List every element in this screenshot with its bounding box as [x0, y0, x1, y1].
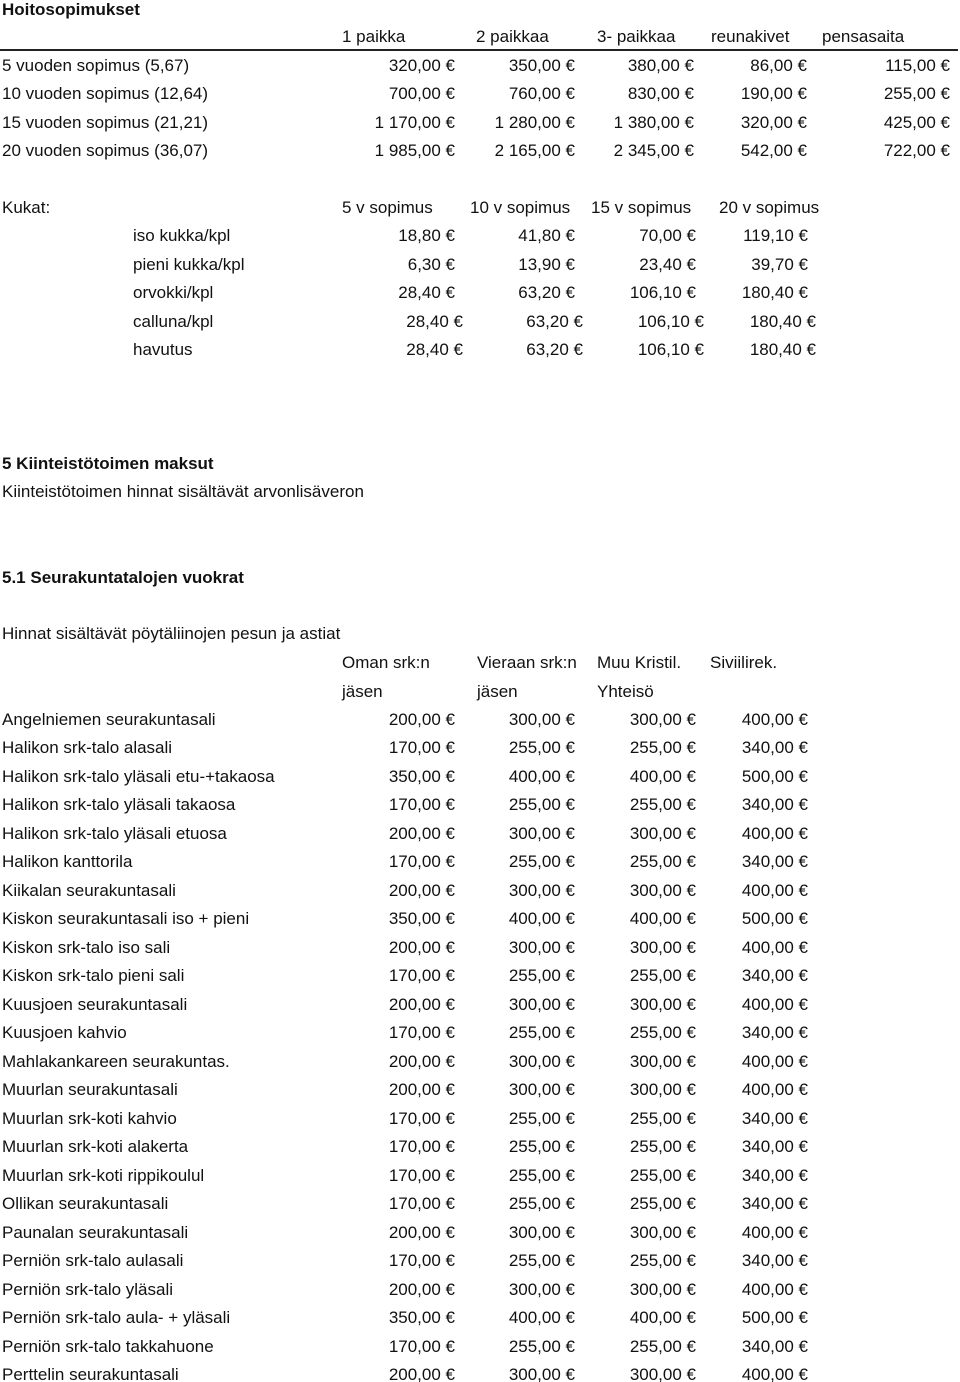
vuokra-cell: 170,00 €: [388, 1137, 455, 1156]
hoito-row: [0, 137, 960, 165]
hoito-cell: 1 170,00 €: [374, 113, 455, 132]
hoito-cell: 1 380,00 €: [613, 113, 694, 132]
hoito-row-label: 5 vuoden sopimus (5,67): [2, 56, 190, 75]
vuokra-row: [0, 1076, 960, 1104]
vuokrat-subheader: jäsen: [477, 682, 518, 701]
hoito-header: 1 paikka: [342, 27, 406, 46]
vuokra-cell: 170,00 €: [388, 795, 455, 814]
vuokra-row-label: Halikon srk-talo yläsali etu-+takaosa: [2, 767, 275, 786]
vuokra-cell: 340,00 €: [741, 738, 808, 757]
vuokra-cell: 350,00 €: [388, 767, 455, 786]
kukat-cell: 63,20 €: [518, 283, 575, 302]
kukat-cell: 180,40 €: [749, 312, 816, 331]
vuokra-row-label: Halikon srk-talo yläsali takaosa: [2, 795, 236, 814]
vuokrat-subheader: Yhteisö: [597, 682, 654, 701]
vuokrat-heading-row: [0, 564, 960, 592]
kukat-row: [0, 222, 960, 250]
vuokra-cell: 400,00 €: [741, 1223, 808, 1242]
vuokra-cell: 400,00 €: [741, 1080, 808, 1099]
vuokrat-header-row: [0, 649, 960, 677]
vuokra-cell: 255,00 €: [629, 1137, 696, 1156]
vuokra-cell: 300,00 €: [508, 1365, 575, 1382]
vuokra-cell: 170,00 €: [388, 966, 455, 985]
vuokra-cell: 200,00 €: [388, 1223, 455, 1242]
vuokra-cell: 340,00 €: [741, 1023, 808, 1042]
vuokra-row-label: Perttelin seurakuntasali: [2, 1365, 179, 1382]
vuokra-cell: 255,00 €: [508, 1137, 575, 1156]
vuokra-row-label: Kiskon srk-talo iso sali: [2, 938, 171, 957]
hoito-row: [0, 80, 960, 108]
hoito-header: reunakivet: [711, 27, 790, 46]
vuokra-row-label: Perniön srk-talo takkahuone: [2, 1337, 214, 1356]
vuokra-row: [0, 1276, 960, 1304]
vuokra-row: [0, 1190, 960, 1218]
vuokra-cell: 255,00 €: [508, 738, 575, 757]
vuokra-cell: 255,00 €: [508, 1109, 575, 1128]
vuokra-cell: 200,00 €: [388, 1080, 455, 1099]
kukat-cell: 18,80 €: [398, 226, 455, 245]
kukat-cell: 13,90 €: [518, 255, 575, 274]
hoito-cell: 542,00 €: [740, 141, 807, 160]
vuokra-row: [0, 763, 960, 791]
vuokra-cell: 340,00 €: [741, 1251, 808, 1270]
vuokra-cell: 255,00 €: [508, 1251, 575, 1270]
vuokra-row: [0, 934, 960, 962]
vuokra-cell: 340,00 €: [741, 1109, 808, 1128]
vuokra-cell: 255,00 €: [508, 1023, 575, 1042]
vuokra-row: [0, 1162, 960, 1190]
vuokra-cell: 255,00 €: [629, 1023, 696, 1042]
vuokra-row: [0, 1361, 960, 1382]
vuokra-row-label: Kuusjoen kahvio: [2, 1023, 127, 1042]
vuokra-row-label: Angelniemen seurakuntasali: [2, 710, 216, 729]
kukat-header: 15 v sopimus: [591, 198, 692, 217]
vuokra-cell: 255,00 €: [508, 852, 575, 871]
vuokra-cell: 340,00 €: [741, 1194, 808, 1213]
vuokra-row: [0, 877, 960, 905]
vuokra-cell: 300,00 €: [629, 881, 696, 900]
vuokra-cell: 350,00 €: [388, 909, 455, 928]
vuokrat-subheader: jäsen: [342, 682, 383, 701]
vuokra-cell: 400,00 €: [741, 1052, 808, 1071]
vuokra-cell: 255,00 €: [629, 852, 696, 871]
hoito-cell: 2 165,00 €: [494, 141, 575, 160]
kiinteisto-note-row: [0, 478, 960, 506]
kukat-cell: 41,80 €: [518, 226, 575, 245]
vuokra-row-label: Kiikalan seurakuntasali: [2, 881, 176, 900]
kukat-header-row: [0, 194, 960, 222]
kukat-cell: 6,30 €: [407, 255, 455, 274]
vuokrat-heading: 5.1 Seurakuntatalojen vuokrat: [2, 568, 244, 587]
vuokra-cell: 200,00 €: [388, 938, 455, 957]
hoito-cell: 700,00 €: [388, 84, 455, 103]
kiinteisto-heading: 5 Kiinteistötoimen maksut: [2, 454, 214, 473]
vuokra-row: [0, 1048, 960, 1076]
vuokra-row: [0, 1105, 960, 1133]
vuokra-row-label: Kuusjoen seurakuntasali: [2, 995, 188, 1014]
kukat-header: 20 v sopimus: [719, 198, 820, 217]
vuokra-cell: 340,00 €: [741, 795, 808, 814]
vuokra-row: [0, 1219, 960, 1247]
vuokra-row-label: Perniön srk-talo yläsali: [2, 1280, 174, 1299]
vuokra-cell: 255,00 €: [629, 1109, 696, 1128]
kukat-header: 10 v sopimus: [470, 198, 571, 217]
vuokra-cell: 255,00 €: [508, 1337, 575, 1356]
kukat-row: [0, 279, 960, 307]
vuokra-cell: 255,00 €: [508, 795, 575, 814]
kukat-row: [0, 251, 960, 279]
vuokra-cell: 255,00 €: [629, 1166, 696, 1185]
vuokra-cell: 255,00 €: [629, 1337, 696, 1356]
vuokra-cell: 255,00 €: [629, 1251, 696, 1270]
vuokra-row-label: Muurlan srk-koti kahvio: [2, 1109, 177, 1128]
hoito-cell: 722,00 €: [883, 141, 950, 160]
vuokra-row-label: Perniön srk-talo aula- + yläsali: [2, 1308, 231, 1327]
hoito-cell: 350,00 €: [508, 56, 575, 75]
vuokra-cell: 340,00 €: [741, 1166, 808, 1185]
hoito-cell: 2 345,00 €: [613, 141, 694, 160]
vuokrat-header: Siviilirek.: [710, 653, 778, 672]
kukat-row-label: calluna/kpl: [133, 312, 214, 331]
hoito-cell: 1 280,00 €: [494, 113, 575, 132]
hoito-cell: 320,00 €: [388, 56, 455, 75]
kukat-row-label: pieni kukka/kpl: [133, 255, 245, 274]
vuokra-cell: 340,00 €: [741, 852, 808, 871]
vuokra-row-label: Halikon srk-talo alasali: [2, 738, 173, 757]
hoito-cell: 1 985,00 €: [374, 141, 455, 160]
vuokra-cell: 200,00 €: [388, 1052, 455, 1071]
hoito-cell: 760,00 €: [508, 84, 575, 103]
vuokra-row-label: Halikon srk-talo yläsali etuosa: [2, 824, 227, 843]
vuokra-row: [0, 1333, 960, 1361]
hoito-header: pensasaita: [822, 27, 905, 46]
vuokra-cell: 255,00 €: [508, 1194, 575, 1213]
hoito-row: [0, 109, 960, 137]
vuokra-cell: 300,00 €: [629, 1052, 696, 1071]
vuokra-cell: 400,00 €: [629, 767, 696, 786]
hoito-cell: 380,00 €: [627, 56, 694, 75]
kukat-cell: 28,40 €: [398, 283, 455, 302]
kukat-row-label: orvokki/kpl: [133, 283, 214, 302]
vuokra-cell: 255,00 €: [629, 738, 696, 757]
vuokra-cell: 300,00 €: [629, 710, 696, 729]
vuokra-row-label: Muurlan srk-koti rippikoulul: [2, 1166, 205, 1185]
vuokra-cell: 170,00 €: [388, 1023, 455, 1042]
vuokra-cell: 300,00 €: [629, 938, 696, 957]
kukat-cell: 180,40 €: [749, 340, 816, 359]
vuokra-row-label: Muurlan seurakuntasali: [2, 1080, 178, 1099]
vuokrat-note: Hinnat sisältävät pöytäliinojen pesun ja astiat: [2, 624, 341, 643]
vuokra-cell: 200,00 €: [388, 1280, 455, 1299]
vuokra-row-label: Halikon kanttorila: [2, 852, 133, 871]
vuokra-row-label: Ollikan seurakuntasali: [2, 1194, 169, 1213]
hoito-header: 3- paikkaa: [597, 27, 676, 46]
vuokra-cell: 400,00 €: [741, 938, 808, 957]
kukat-cell: 106,10 €: [629, 283, 696, 302]
hoito-cell: 425,00 €: [883, 113, 950, 132]
kukat-row-label: havutus: [133, 340, 193, 359]
vuokra-cell: 400,00 €: [629, 1308, 696, 1327]
vuokra-cell: 300,00 €: [508, 1280, 575, 1299]
vuokra-cell: 170,00 €: [388, 1166, 455, 1185]
vuokra-row: [0, 962, 960, 990]
vuokra-cell: 200,00 €: [388, 995, 455, 1014]
vuokra-cell: 300,00 €: [508, 1223, 575, 1242]
vuokra-cell: 300,00 €: [508, 824, 575, 843]
vuokra-cell: 400,00 €: [741, 710, 808, 729]
vuokra-row-label: Mahlakankareen seurakuntas.: [2, 1052, 230, 1071]
kukat-cell: 39,70 €: [751, 255, 808, 274]
kukat-cell: 119,10 €: [743, 226, 808, 245]
vuokra-cell: 200,00 €: [388, 824, 455, 843]
vuokra-cell: 200,00 €: [388, 1365, 455, 1382]
vuokra-row: [0, 848, 960, 876]
vuokra-row-label: Kiskon srk-talo pieni sali: [2, 966, 185, 985]
vuokra-cell: 400,00 €: [629, 909, 696, 928]
kiinteisto-heading-row: [0, 450, 960, 478]
vuokrat-note-row: [0, 620, 960, 648]
vuokra-row: [0, 1133, 960, 1161]
vuokra-row: [0, 1247, 960, 1275]
kukat-cell: 63,20 €: [526, 340, 583, 359]
vuokra-cell: 300,00 €: [629, 1080, 696, 1099]
vuokra-row: [0, 706, 960, 734]
hoito-row: [0, 52, 960, 80]
vuokra-cell: 300,00 €: [508, 1052, 575, 1071]
kukat-cell: 180,40 €: [741, 283, 808, 302]
vuokra-cell: 400,00 €: [508, 909, 575, 928]
hoito-header-row: [0, 23, 960, 51]
hoito-cell: 320,00 €: [740, 113, 807, 132]
vuokra-cell: 300,00 €: [629, 1223, 696, 1242]
kukat-cell: 63,20 €: [526, 312, 583, 331]
kukat-cell: 70,00 €: [639, 226, 696, 245]
vuokra-cell: 300,00 €: [629, 824, 696, 843]
vuokra-row-label: Kiskon seurakuntasali iso + pieni: [2, 909, 250, 928]
vuokra-cell: 500,00 €: [741, 909, 808, 928]
vuokra-cell: 300,00 €: [508, 1080, 575, 1099]
vuokra-cell: 400,00 €: [508, 1308, 575, 1327]
vuokra-cell: 170,00 €: [388, 852, 455, 871]
hoito-title: Hoitosopimukset: [2, 0, 140, 19]
vuokra-cell: 300,00 €: [508, 881, 575, 900]
vuokra-cell: 170,00 €: [388, 1251, 455, 1270]
hoito-row-label: 20 vuoden sopimus (36,07): [2, 141, 209, 160]
vuokra-cell: 170,00 €: [388, 1109, 455, 1128]
vuokra-cell: 300,00 €: [629, 1365, 696, 1382]
vuokra-cell: 340,00 €: [741, 1137, 808, 1156]
vuokra-cell: 400,00 €: [508, 767, 575, 786]
vuokrat-header-row-2: [0, 678, 960, 706]
vuokra-cell: 400,00 €: [741, 824, 808, 843]
vuokra-cell: 400,00 €: [741, 1280, 808, 1299]
vuokra-cell: 200,00 €: [388, 881, 455, 900]
hoito-title-row: [0, 0, 960, 24]
kukat-cell: 28,40 €: [406, 340, 463, 359]
hoito-row-label: 15 vuoden sopimus (21,21): [2, 113, 209, 132]
header-divider: [0, 49, 958, 51]
vuokra-cell: 350,00 €: [388, 1308, 455, 1327]
hoito-cell: 830,00 €: [627, 84, 694, 103]
hoito-cell: 255,00 €: [883, 84, 950, 103]
vuokra-cell: 170,00 €: [388, 1337, 455, 1356]
vuokra-row: [0, 734, 960, 762]
vuokra-row: [0, 1019, 960, 1047]
vuokra-row-label: Paunalan seurakuntasali: [2, 1223, 189, 1242]
vuokra-cell: 500,00 €: [741, 1308, 808, 1327]
vuokra-cell: 300,00 €: [508, 938, 575, 957]
vuokra-cell: 340,00 €: [741, 1337, 808, 1356]
kukat-row: [0, 336, 960, 364]
hoito-header: 2 paikkaa: [476, 27, 549, 46]
vuokra-cell: 300,00 €: [508, 995, 575, 1014]
vuokra-row: [0, 991, 960, 1019]
vuokra-cell: 255,00 €: [629, 795, 696, 814]
vuokra-cell: 170,00 €: [388, 738, 455, 757]
vuokra-cell: 255,00 €: [629, 966, 696, 985]
kukat-cell: 106,10 €: [637, 312, 704, 331]
vuokra-cell: 170,00 €: [388, 1194, 455, 1213]
hoito-cell: 190,00 €: [740, 84, 807, 103]
vuokra-cell: 300,00 €: [629, 1280, 696, 1299]
vuokra-row-label: Perniön srk-talo aulasali: [2, 1251, 184, 1270]
kukat-header: 5 v sopimus: [342, 198, 433, 217]
vuokra-cell: 400,00 €: [741, 1365, 808, 1382]
vuokra-row: [0, 1304, 960, 1332]
vuokra-cell: 255,00 €: [508, 1166, 575, 1185]
vuokra-cell: 255,00 €: [629, 1194, 696, 1213]
vuokra-cell: 300,00 €: [508, 710, 575, 729]
hoito-cell: 115,00 €: [885, 56, 950, 75]
vuokra-cell: 500,00 €: [741, 767, 808, 786]
vuokrat-header: Vieraan srk:n: [477, 653, 577, 672]
vuokrat-header: Muu Kristil.: [597, 653, 682, 672]
vuokra-row: [0, 791, 960, 819]
hoito-cell: 86,00 €: [750, 56, 807, 75]
vuokra-cell: 255,00 €: [508, 966, 575, 985]
kukat-cell: 106,10 €: [637, 340, 704, 359]
kukat-row: [0, 308, 960, 336]
vuokra-cell: 400,00 €: [741, 995, 808, 1014]
kukat-cell: 28,40 €: [406, 312, 463, 331]
kukat-label: Kukat:: [2, 198, 51, 217]
vuokra-cell: 200,00 €: [388, 710, 455, 729]
vuokra-row: [0, 905, 960, 933]
kukat-cell: 23,40 €: [639, 255, 696, 274]
vuokra-cell: 400,00 €: [741, 881, 808, 900]
kukat-row-label: iso kukka/kpl: [133, 226, 231, 245]
vuokra-cell: 300,00 €: [629, 995, 696, 1014]
kiinteisto-note: Kiinteistötoimen hinnat sisältävät arvonlisäveron: [2, 482, 364, 501]
vuokrat-header: Oman srk:n: [342, 653, 430, 672]
vuokra-row: [0, 820, 960, 848]
vuokra-cell: 340,00 €: [741, 966, 808, 985]
vuokra-row-label: Muurlan srk-koti alakerta: [2, 1137, 189, 1156]
hoito-row-label: 10 vuoden sopimus (12,64): [2, 84, 209, 103]
